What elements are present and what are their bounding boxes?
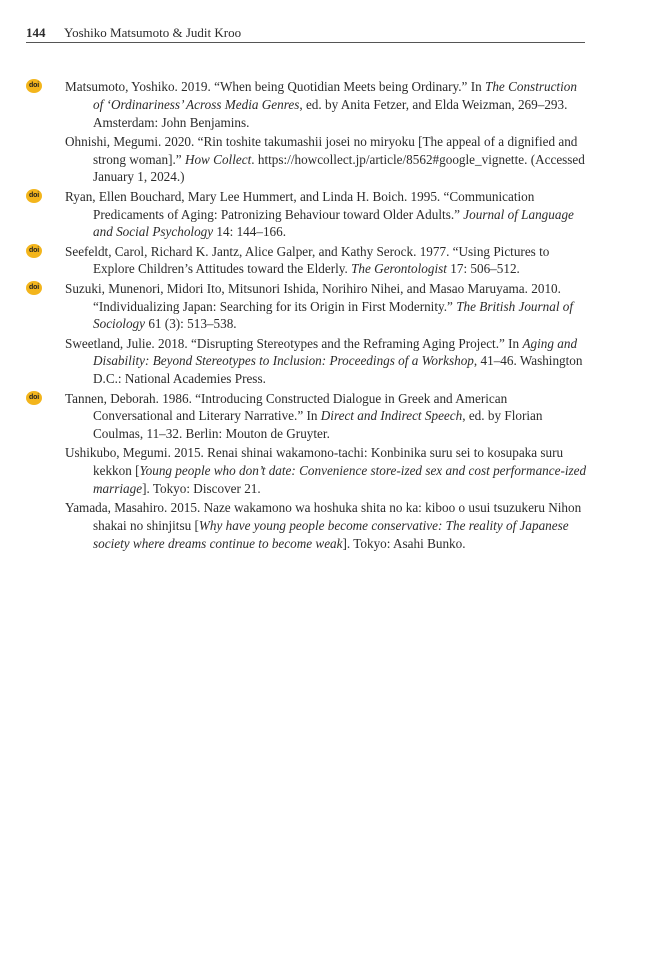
reference-title-italic: How Collect: [184, 151, 252, 167]
reference-text: 17: 506–512.: [446, 261, 520, 277]
reference-entry: [65, 335, 587, 388]
doi-link-icon[interactable]: doi: [26, 281, 42, 295]
reference-entry: [29, 78, 587, 131]
reference-entry: [29, 188, 587, 241]
reference-title-italic: The Gerontologist: [351, 261, 447, 277]
running-head-authors: Yoshiko Matsumoto & Judit Kroo: [64, 25, 242, 40]
reference-text: ]. Tokyo: Asahi Bunko.: [342, 535, 466, 551]
reference-text: ]. Tokyo: Discover 21.: [142, 481, 261, 497]
doi-link-icon[interactable]: doi: [26, 189, 42, 203]
reference-entry: [65, 133, 587, 186]
reference-text: Tannen, Deborah. 1986. “Introducing Constructed Dialogue in Greek and American Conversational and Literary Narrative.” In: [65, 390, 508, 424]
reference-title-italic: Aging and Disability: Beyond Stereotypes to Inclusion: Proceedings of a Workshop: [93, 335, 578, 369]
reference-title-italic: Direct and Indirect Speech: [320, 408, 463, 424]
reference-text: Matsumoto, Yoshiko. 2019. “When being Quotidian Meets being Ordinary.” In: [65, 79, 485, 94]
reference-text: Sweetland, Julie. 2018. “Disrupting Stereotypes and the Reframing Aging Project.” In: [65, 335, 523, 351]
reference-entry: [65, 444, 587, 497]
reference-text: Ohnishi, Megumi. 2020. “Rin toshite takumashii josei no miryoku [The appeal of a dignified and strong woman].”: [65, 133, 578, 167]
reference-text: , ed. by Florian Coulmas, 11–32. Berlin: Mouton de Gruyter.: [93, 408, 543, 442]
reference-title-italic: Why have young people become conservative: The reality of Japanese society where dreams continue to become weak: [93, 518, 569, 551]
reference-text: 61 (3): 513–538.: [145, 316, 237, 332]
reference-text: Ryan, Ellen Bouchard, Mary Lee Hummert, and Linda H. Boich. 1995. “Communication Predicaments of Aging: Patronizing Behaviour toward Older Adults.”: [65, 188, 535, 222]
page-number: 144: [26, 25, 46, 40]
reference-title-italic: Young people who don’t date: Convenience store-ized sex and cost performance-ized marriage: [93, 463, 587, 497]
reference-entry: [29, 390, 587, 443]
doi-link-icon[interactable]: doi: [26, 391, 42, 405]
doi-link-icon[interactable]: doi: [26, 244, 42, 258]
reference-text: Seefeldt, Carol, Richard K. Jantz, Alice Galper, and Kathy Serock. 1977. “Using Pictures to Explore Children’s Attitudes toward the Elderly.: [65, 243, 550, 277]
reference-entry: [29, 280, 587, 333]
reference-title-italic: The British Journal of Sociology: [93, 298, 574, 332]
reference-text: , 41–46. Washington D.C.: National Academies Press.: [93, 353, 583, 387]
running-header: [26, 24, 585, 43]
reference-entry: [29, 243, 587, 279]
reference-title-italic: Journal of Language and Social Psychology: [93, 206, 574, 240]
reference-text: , ed. by Anita Fetzer, and Elda Weizman, 269–293. Amsterdam: John Benjamins.: [93, 96, 568, 130]
reference-text: Ushikubo, Megumi. 2015. Renai shinai wakamono-tachi: Konbinika suru sei to kosupaka suru kekkon [: [65, 445, 564, 479]
reference-entry: [65, 499, 587, 552]
reference-title-italic: The Construction of ‘Ordinariness’ Across Media Genres: [93, 79, 577, 112]
reference-text: 14: 144–166.: [213, 224, 287, 240]
reference-text: . https://howcollect.jp/article/8562#google_vignette. (Accessed January 1, 2024.): [93, 151, 585, 185]
reference-list: [29, 78, 587, 554]
reference-text: Yamada, Masahiro. 2015. Naze wakamono wa hoshuka shita no ka: kiboo o usui tsuzukeru Nihon shakai no shinjitsu [: [65, 500, 582, 534]
reference-text: Suzuki, Munenori, Midori Ito, Mitsunori Ishida, Norihiro Nihei, and Masao Maruyama. 2010. “Individualizing Japan: Searching for its Origin in First Modernity.”: [65, 280, 561, 314]
doi-link-icon[interactable]: doi: [26, 79, 42, 93]
